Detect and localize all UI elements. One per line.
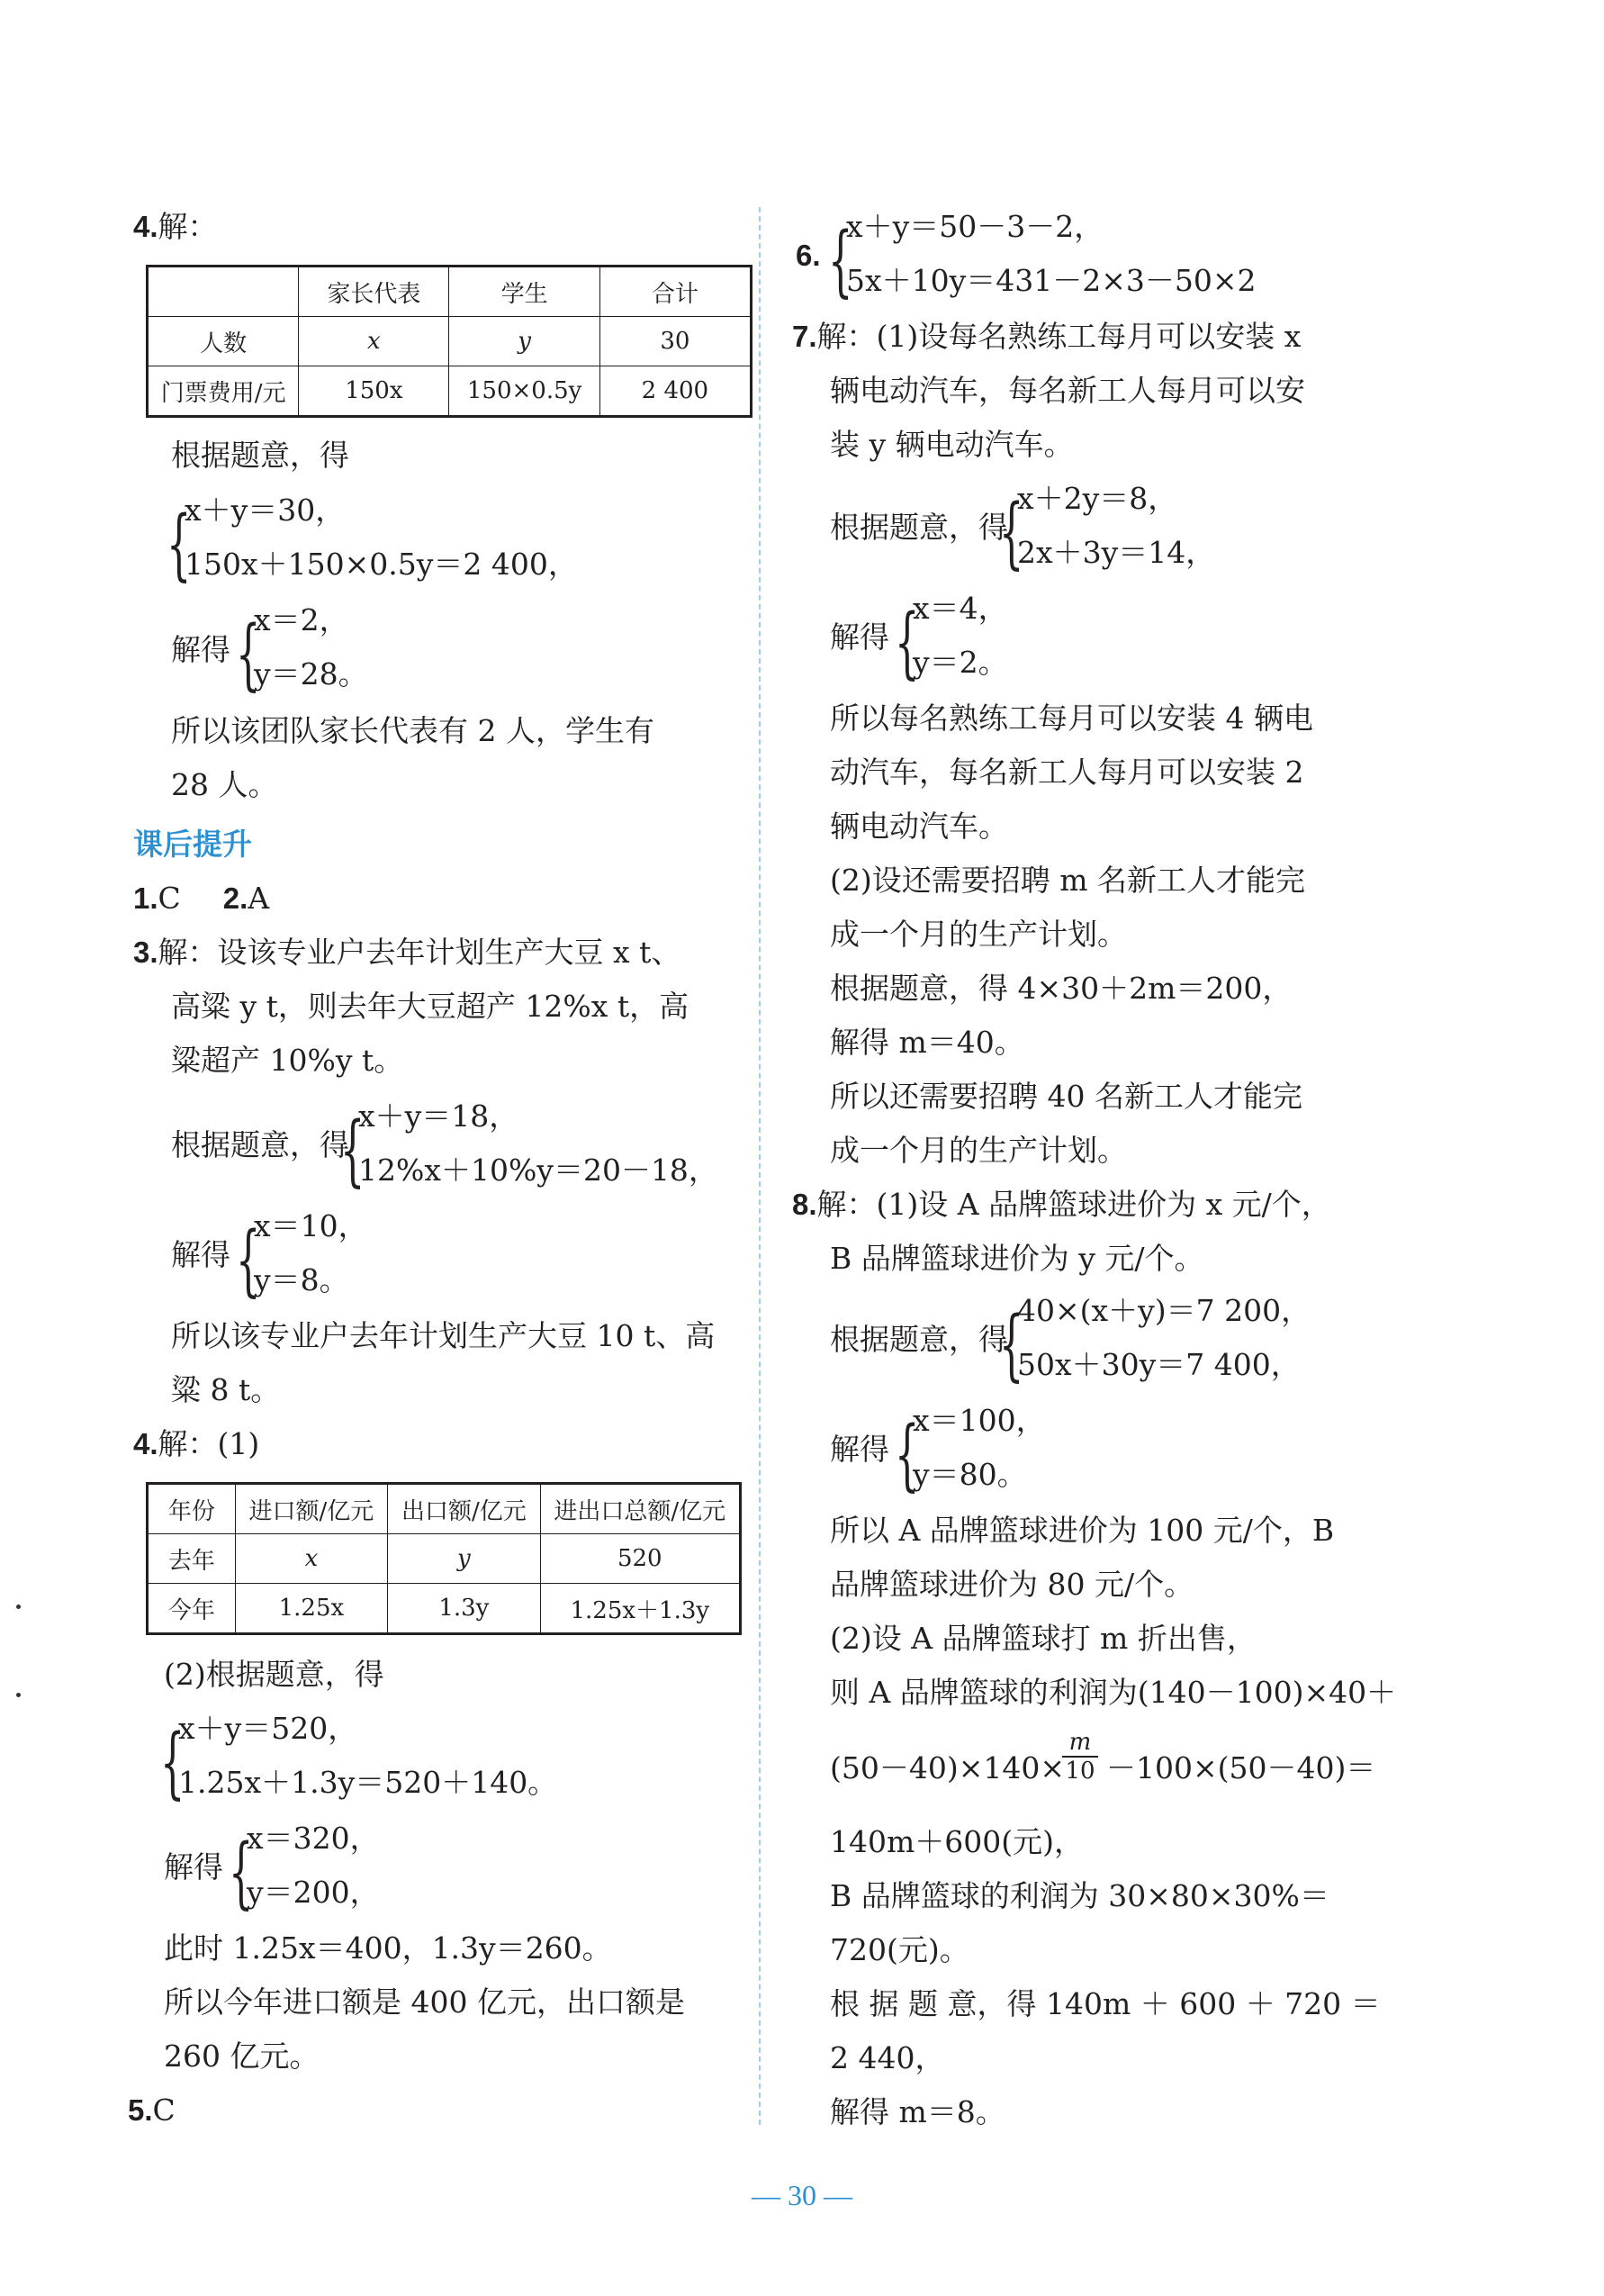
question-number: 1. [133, 881, 158, 915]
table-cell: 家长代表 [299, 267, 449, 317]
equation-row: 1.25x＋1.3y＝520＋140。 [178, 1765, 558, 1800]
brace-icon: { [167, 500, 192, 590]
table-cell: 人数 [148, 317, 299, 366]
text-line: B 品牌篮球进价为 y 元/个。 [830, 1241, 1204, 1276]
table-cell: 150x [299, 366, 449, 417]
text-line: 解得 m＝8。 [830, 2094, 1005, 2129]
equation-row: y＝200， [247, 1875, 380, 1910]
answer-value: C [152, 2093, 176, 2128]
text-line: 解：(1)设每名熟练工每月可以安装 x [816, 319, 1302, 354]
margin-mark [16, 1693, 21, 1697]
question-number: 5. [128, 2093, 153, 2127]
equation-row: 40×(x＋y)＝7 200， [1017, 1293, 1311, 1328]
question-number: 3. [133, 936, 158, 969]
text-line: 所以 A 品牌篮球进价为 100 元/个，B [830, 1513, 1335, 1548]
table-cell: 150×0.5y [449, 366, 599, 417]
equation-row: x＋y＝30， [185, 493, 346, 528]
brace-icon: { [236, 1216, 261, 1306]
margin-mark [16, 1604, 21, 1609]
equation-row: y＝2。 [913, 645, 1008, 680]
table-cell: 进口额/亿元 [235, 1484, 387, 1534]
question-number: 6. [796, 239, 821, 272]
table-cell: y [449, 317, 599, 366]
equation-row: 50x＋30y＝7 400， [1017, 1347, 1301, 1382]
text-line: 辆电动汽车。 [830, 809, 1008, 844]
text-line: 所以该团队家长代表有 2 人，学生有 [171, 713, 654, 748]
brace-icon: { [895, 598, 920, 688]
text-line: 所以该专业户去年计划生产大豆 10 t、高 [171, 1318, 716, 1353]
text-line: 解得 m＝40。 [830, 1025, 1024, 1060]
brace-icon: { [236, 610, 261, 700]
question-8-line [792, 1185, 1331, 1225]
equation-row: x＝2， [254, 602, 349, 637]
brace-icon: { [999, 488, 1024, 578]
table-row [148, 1584, 741, 1634]
table-row [148, 366, 752, 417]
text-line: 辆电动汽车，每名新工人每月可以安 [830, 373, 1305, 408]
text-line: (2)根据题意，得 [164, 1657, 384, 1692]
table-cell: 30 [599, 317, 751, 366]
question-number: 8. [792, 1188, 817, 1221]
text-line: 动汽车，每名新工人每月可以安装 2 [830, 755, 1304, 790]
question-4b-line [133, 1424, 259, 1464]
fraction-line [830, 1749, 1375, 1788]
text-segment: (50－40)×140× [830, 1750, 1066, 1785]
table-cell: 2 400 [599, 366, 751, 417]
table-cell: x [299, 317, 449, 366]
table-header-row [148, 267, 752, 317]
table-header-row [148, 1484, 741, 1534]
equation-row: x＋2y＝8， [1017, 481, 1178, 516]
table-cell: 1.25x＋1.3y [540, 1584, 740, 1634]
text-line: 2 440， [830, 2040, 945, 2075]
table-trade [146, 1482, 742, 1635]
question-5-line [128, 2091, 176, 2130]
table-cell: 今年 [148, 1584, 236, 1634]
brace-icon: { [828, 216, 853, 306]
table-cell: 年份 [148, 1484, 236, 1534]
equation-row: y＝8。 [254, 1262, 349, 1297]
text-line: 根据题意，得 [830, 510, 1008, 545]
answer-value: C [158, 881, 181, 916]
table-cell: 1.25x [235, 1584, 387, 1634]
solution-label: 解得 [171, 1237, 230, 1272]
text-line: 成一个月的生产计划。 [830, 917, 1127, 952]
page-number: — 30 — [752, 2179, 852, 2211]
text-line: 此时 1.25x＝400，1.3y＝260。 [164, 1930, 612, 1966]
text-line: 28 人。 [171, 767, 278, 802]
table-cell: 去年 [148, 1534, 236, 1584]
text-line: 所以还需要招聘 40 名新工人才能完 [830, 1079, 1302, 1114]
text-line: 则 A 品牌篮球的利润为(140－100)×40＋ [830, 1675, 1397, 1710]
text-line: 粱 8 t。 [171, 1372, 281, 1407]
text-line: 根据题意，得 4×30＋2m＝200， [830, 971, 1293, 1006]
question-number: 7. [792, 320, 817, 353]
fraction-denominator: 10 [1062, 1756, 1098, 1785]
text-line: 根据题意，得 [830, 1322, 1008, 1357]
solution-label: 解得 [171, 632, 230, 667]
equation-row: x＋y＝520， [178, 1711, 358, 1746]
question-number: 4. [133, 210, 158, 243]
table-cell: 门票费用/元 [148, 366, 299, 417]
equation-row: 150x＋150×0.5y＝2 400， [185, 547, 578, 582]
text-line: 所以每名熟练工每月可以安装 4 辆电 [830, 701, 1313, 736]
question-4-heading [133, 207, 218, 247]
section-heading: 课后提升 [133, 827, 252, 861]
text-segment: －100×(50－40)＝ [1106, 1750, 1376, 1785]
text-line: (2)设 A 品牌篮球打 m 折出售， [830, 1621, 1257, 1656]
text-line: 720(元)。 [830, 1932, 969, 1967]
equation-row: x＝320， [247, 1821, 380, 1856]
text-line: 解：设该专业户去年计划生产大豆 x t、 [158, 935, 681, 970]
fraction [1062, 1729, 1098, 1785]
question-number: 2. [222, 881, 248, 915]
table-cell: x [235, 1534, 387, 1584]
text-line: 根据题意，得 [171, 1127, 349, 1162]
answer-value: A [248, 881, 270, 916]
brace-icon: { [340, 1106, 365, 1196]
question-number: 4. [133, 1427, 158, 1460]
table-cell: 合计 [599, 267, 751, 317]
question-7-line [792, 317, 1301, 357]
text-line: 140m＋600(元)， [830, 1824, 1085, 1859]
table-row [148, 1534, 741, 1584]
solution-label: 解得 [830, 1432, 889, 1467]
text-line: 装 y 辆电动汽车。 [830, 427, 1074, 462]
brace-icon: { [229, 1828, 254, 1918]
equation-row: y＝28。 [254, 656, 368, 692]
text-line: 根据题意，得 [171, 438, 349, 473]
column-divider [759, 207, 761, 2125]
brace-icon: { [999, 1300, 1024, 1390]
solution-label: 解得 [164, 1849, 223, 1885]
equation-row: x＝10， [254, 1208, 368, 1243]
table-cell: 学生 [449, 267, 599, 317]
fraction-numerator: m [1068, 1729, 1092, 1756]
table-cell: 520 [540, 1534, 740, 1584]
text-line: 所以今年进口额是 400 亿元，出口额是 [164, 1984, 685, 2020]
text-line: (2)设还需要招聘 m 名新工人才能完 [830, 863, 1306, 898]
table-cell: 出口额/亿元 [388, 1484, 540, 1534]
text-line: 品牌篮球进价为 80 元/个。 [830, 1567, 1194, 1602]
text-line: 粱超产 10%y t。 [171, 1043, 404, 1078]
equation-row: x＝4， [913, 591, 1008, 626]
equation-row: 12%x＋10%y＝20－18， [358, 1153, 718, 1188]
table-family-tickets [146, 265, 752, 418]
solution-label: 解得 [830, 619, 889, 655]
text-line: 根 据 题 意，得 140m ＋ 600 ＋ 720 ＝ [830, 1986, 1381, 2021]
equation-row: 5x＋10y＝431－2×3－50×2 [846, 263, 1257, 298]
brace-icon: { [160, 1718, 185, 1808]
table-cell: 进出口总额/亿元 [540, 1484, 740, 1534]
question-label: 解： [158, 209, 218, 244]
text-line: 260 亿元。 [164, 2038, 320, 2074]
equation-row: 2x＋3y＝14， [1017, 535, 1216, 570]
answers-1-2 [133, 879, 269, 918]
equation-row: y＝80。 [913, 1457, 1027, 1492]
table-cell [148, 267, 299, 317]
text-line: 解：(1) [158, 1426, 260, 1461]
table-row [148, 317, 752, 366]
brace-icon: { [895, 1410, 920, 1500]
equation-row: x＋y＝50－3－2， [846, 209, 1104, 244]
text-line: 解：(1)设 A 品牌篮球进价为 x 元/个， [816, 1187, 1331, 1222]
table-cell: y [388, 1534, 540, 1584]
question-3-line [133, 933, 680, 972]
text-line: 高粱 y t，则去年大豆超产 12%x t，高 [171, 989, 689, 1024]
text-line: B 品牌篮球的利润为 30×80×30%＝ [830, 1878, 1329, 1913]
equation-row: x＋y＝18， [358, 1098, 519, 1134]
text-line: 成一个月的生产计划。 [830, 1133, 1127, 1168]
equation-row: x＝100， [913, 1403, 1046, 1438]
table-cell: 1.3y [388, 1584, 540, 1634]
